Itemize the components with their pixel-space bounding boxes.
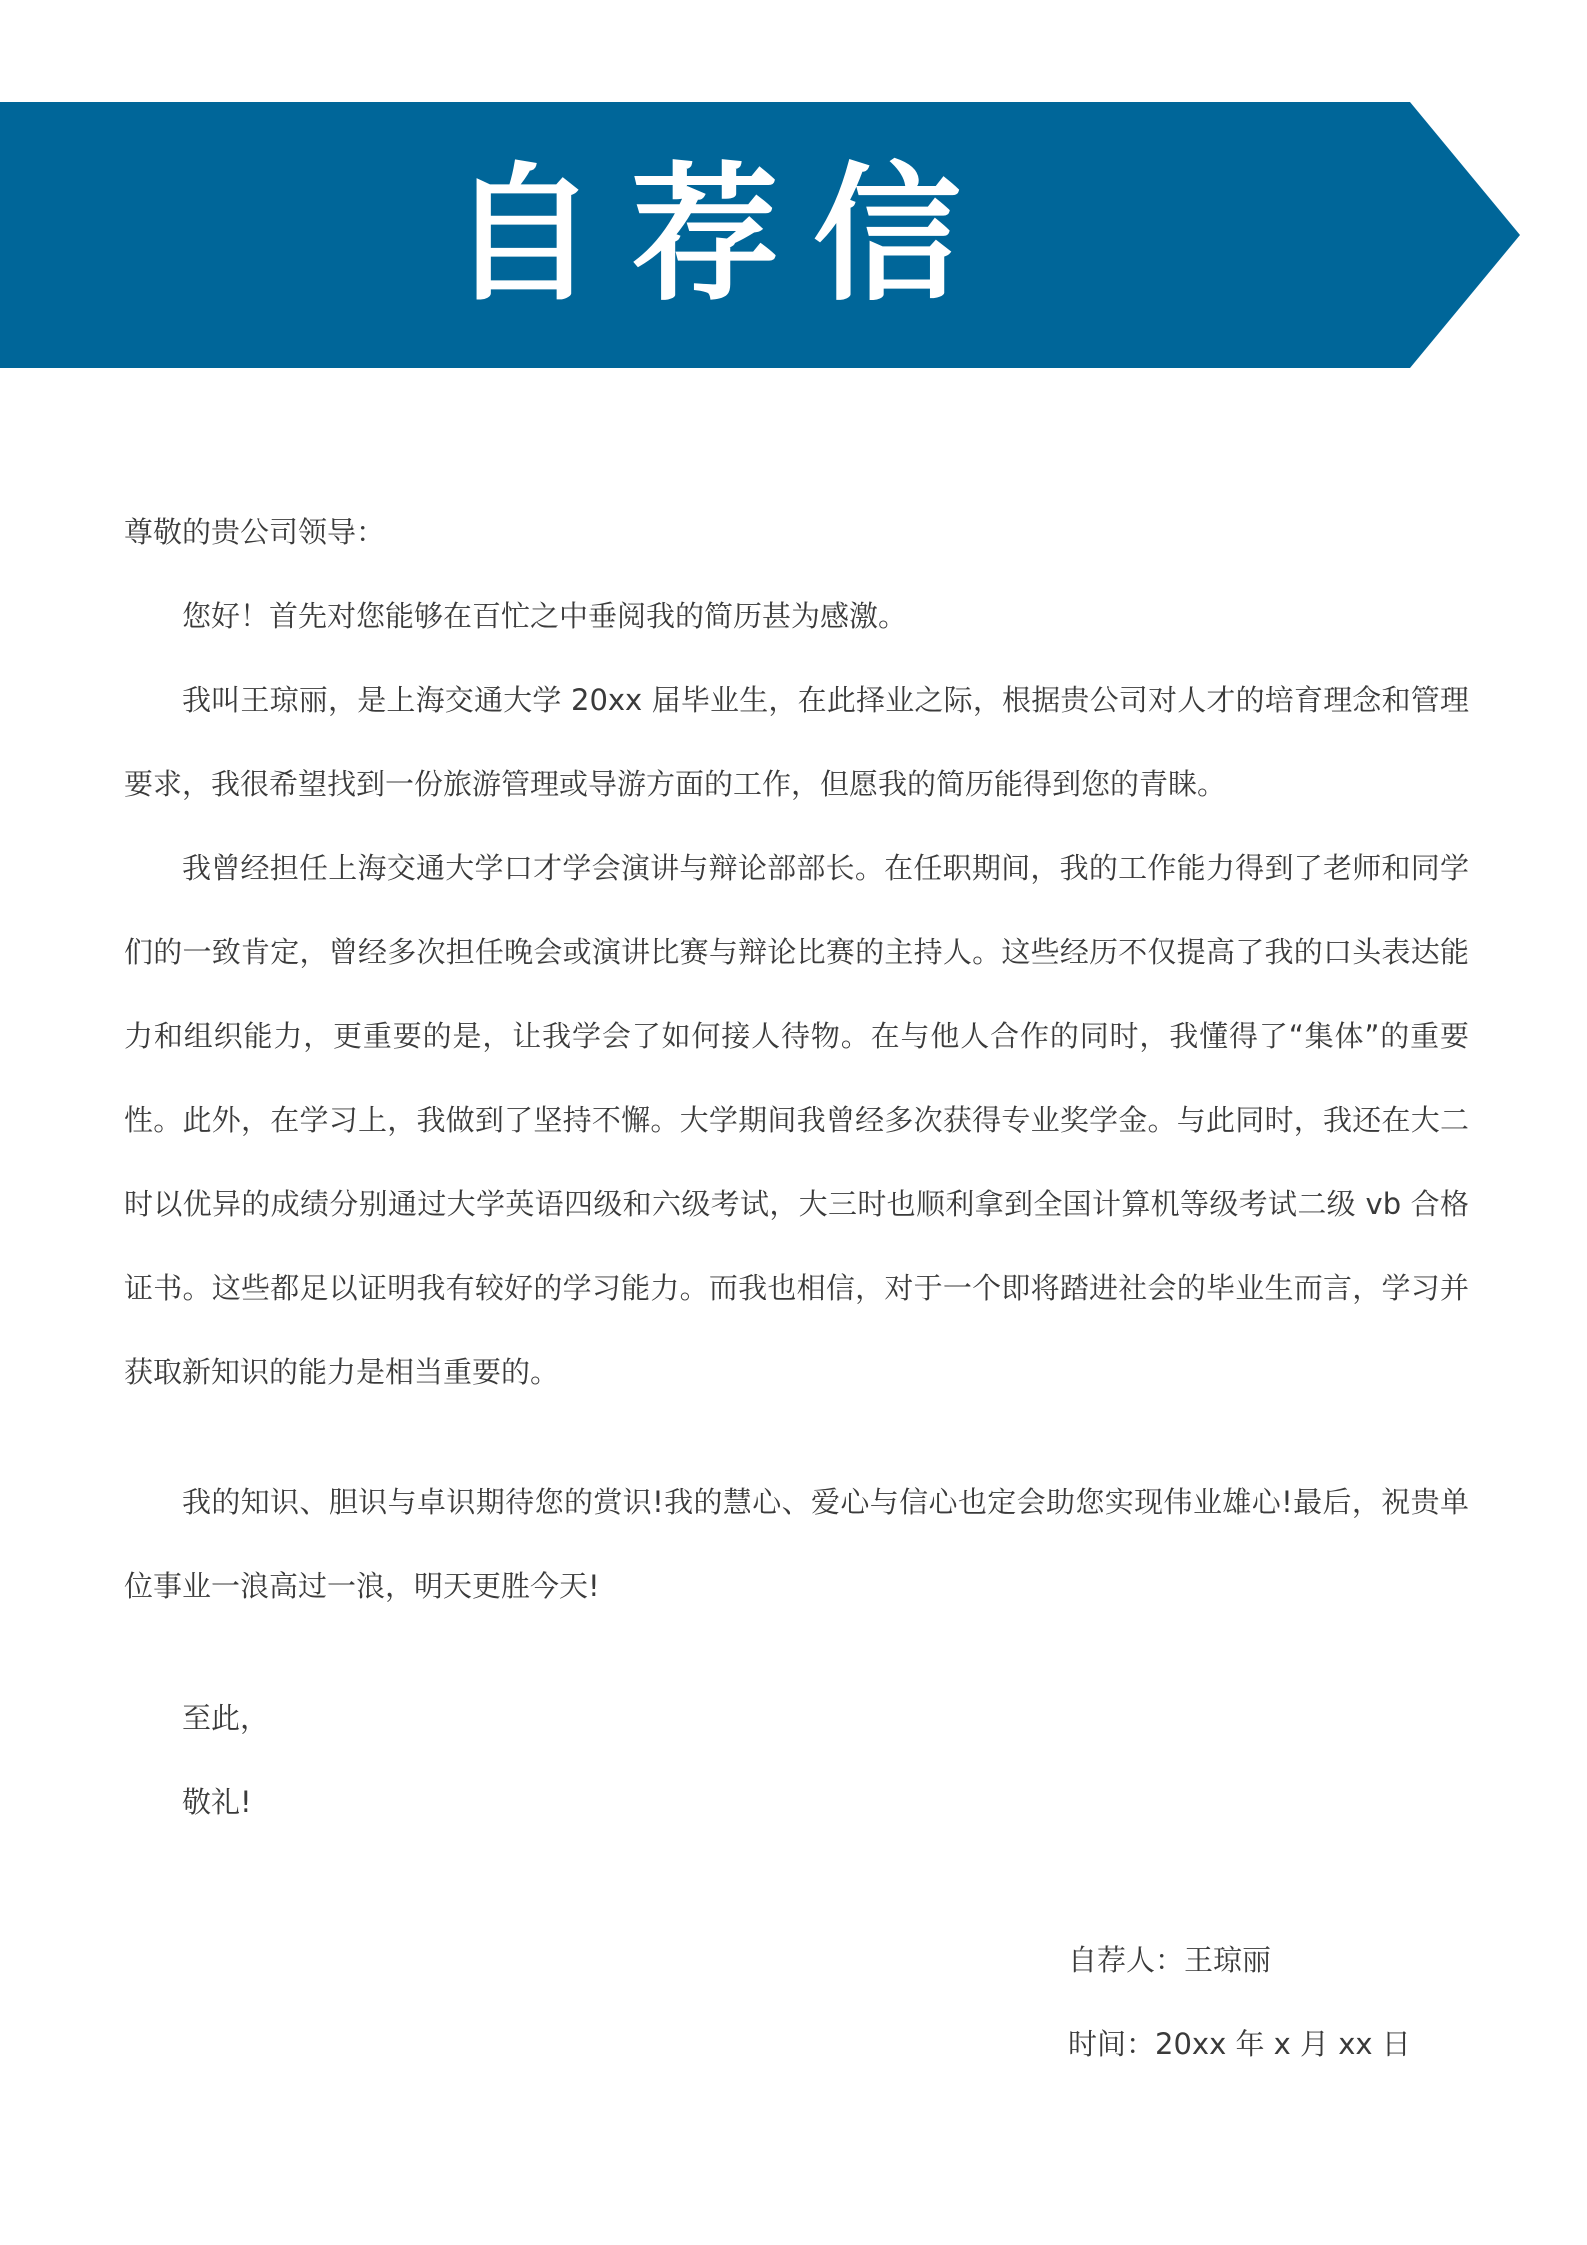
page-title: 自荐信 <box>449 149 995 321</box>
letter-paragraph-experience: 我曾经担任上海交通大学口才学会演讲与辩论部部长。在任职期间，我的工作能力得到了老师和同学们的一致肯定，曾经多次担任晚会或演讲比赛与辩论比赛的主持人。这些经历不仅提高了我的口头表达能力和组织能力，更重要的是，让我学会了如何接人待物。在与他人合作的同时，我懂得了“集体”的重要性。此外，在学习上，我做到了坚持不懈。大学期间我曾经多次获得专业奖学金。与此同时，我还在大二时以优异的成绩分别通过大学英语四级和六级考试，大三时也顺利拿到全国计算机等级考试二级 vb 合格证书。这些都足以证明我有较好的学习能力。而我也相信，对于一个即将踏进社会的毕业生而言，学习并获取新知识的能力是相当重要的。 <box>124 851 1469 1389</box>
letter-closing: 至此， <box>182 1701 270 1735</box>
letter-salutation: 尊敬的贵公司领导： <box>124 515 386 549</box>
letter-paragraph-greeting: 您好！首先对您能够在百忙之中垂阅我的简历甚为感激。 <box>182 599 908 633</box>
signature-author: 自荐人：王琼丽 <box>1068 1943 1272 1977</box>
signature-block <box>1068 1918 1411 2086</box>
letter-paragraph-introduction: 我叫王琼丽，是上海交通大学 20xx 届毕业生，在此择业之际，根据贵公司对人才的培育理念和管理要求，我很希望找到一份旅游管理或导游方面的工作，但愿我的简历能得到您的青睐。 <box>124 683 1469 801</box>
letter-body <box>124 490 1469 1844</box>
letter-regards: 敬礼! <box>182 1785 252 1819</box>
paragraph-spacer <box>124 1414 1469 1460</box>
header-banner <box>0 102 1520 368</box>
signature-date: 时间：20xx 年 x 月 xx 日 <box>1068 2027 1411 2061</box>
letter-paragraph-closing-wish: 我的知识、胆识与卓识期待您的赏识!我的慧心、爱心与信心也定会助您实现伟业雄心!最后，祝贵单位事业一浪高过一浪，明天更胜今天! <box>124 1485 1469 1603</box>
paragraph-spacer <box>124 1628 1469 1676</box>
